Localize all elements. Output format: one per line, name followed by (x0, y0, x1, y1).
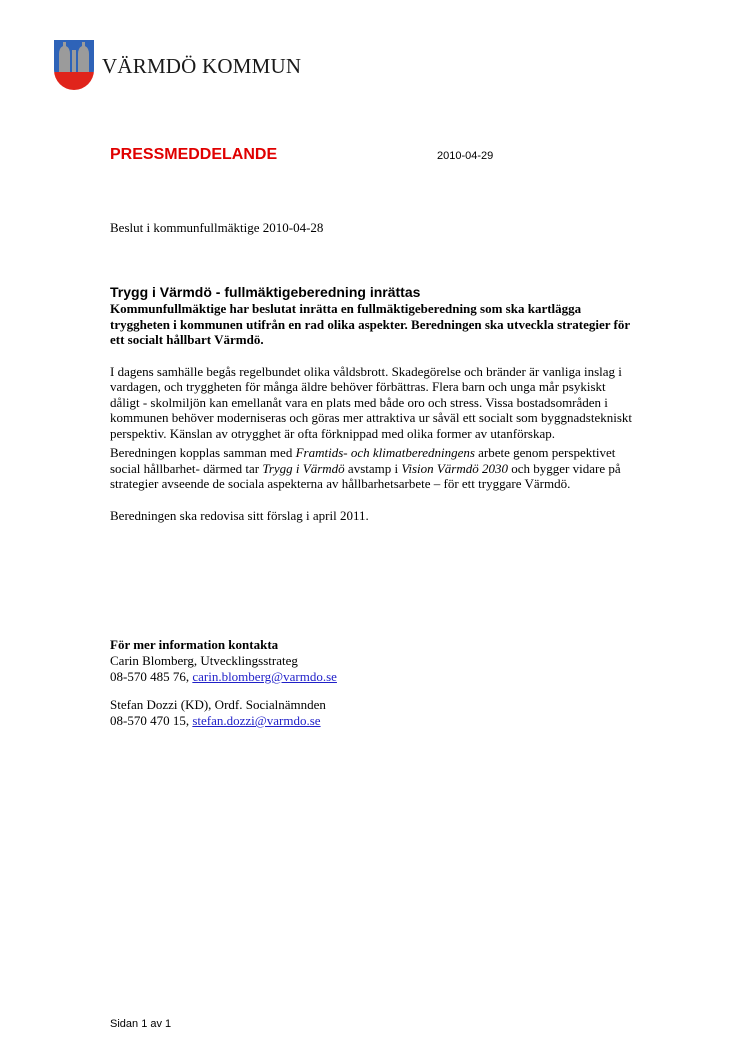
contact-name: Stefan Dozzi (KD), Ordf. Socialnämnden (110, 697, 326, 712)
italic-trygg: Trygg i Värmdö (262, 460, 345, 476)
article-paragraph-2: Beredningen kopplas samman med Framtids- och klimatberedningens arbete genom perspektivet social hållbarhet- därmed tar Trygg i Värmdö avstamp i Vision Värmdö 2030 och bygger vidare på strategier avseende de sociala aspekterna av hållbarhetsarbete – för ett tryggare Värmdö. (110, 445, 621, 491)
decision-line: Beslut i kommunfullmäktige 2010-04-28 (110, 220, 324, 235)
article-paragraph-3: Beredningen ska redovisa sitt förslag i april 2011. (110, 507, 369, 523)
italic-vision: Vision Värmdö 2030 (401, 460, 509, 476)
article-lead: Kommunfullmäktige har beslutat inrätta en fullmäktigeberedning som ska kartlägga tryggheten i kommunen utifrån en rad olika aspekter. Beredningen ska utveckla strategier för ett socialt hållbart Värmdö. (110, 301, 630, 347)
contact-phone: 08-570 470 15, (110, 713, 193, 728)
contact-email-link[interactable]: carin.blomberg@varmdo.se (192, 669, 337, 684)
contact-section (110, 637, 337, 741)
italic-framtids: Framtids- och klimatberedningens (295, 445, 475, 460)
press-release-label: PRESSMEDDELANDE (110, 146, 278, 163)
varmdo-coat-of-arms-logo (54, 40, 94, 92)
organization-name: VÄRMDÖ KOMMUN (102, 54, 302, 78)
article-headline: Trygg i Värmdö - fullmäktigeberedning inrättas (110, 284, 421, 300)
contact-person (110, 697, 337, 729)
article-body (110, 284, 635, 527)
contact-name: Carin Blomberg, Utvecklingsstrateg (110, 653, 298, 668)
press-release-date: 2010-04-29 (437, 150, 494, 162)
contact-email-link[interactable]: stefan.dozzi@varmdo.se (192, 713, 321, 728)
logo-center-pillar (72, 50, 76, 72)
article-paragraph-1: I dagens samhälle begås regelbundet olika våldsbrott. Skadegörelse och bränder är vanliga inslag i vardagen, och tryggheten för många äldre behöver förbättras. Flera barn och unga mår psykiskt dåligt - skolmiljön kan emellanåt vara en plats med både oro och stress. Vissa bostadsområden i kommunen behöver moderniseras och göras mer attraktiva ur såväl ett socialt som byggnadstekniskt perspektiv. Känslan av otrygghet är ofta förknippad med olika former av utanförskap. (110, 363, 633, 441)
contact-phone: 08-570 485 76, (110, 669, 193, 684)
contact-person (110, 653, 337, 685)
logo-red-base (54, 72, 94, 92)
contact-heading: För mer information kontakta (110, 637, 279, 652)
page-footer: Sidan 1 av 1 (110, 1018, 172, 1030)
